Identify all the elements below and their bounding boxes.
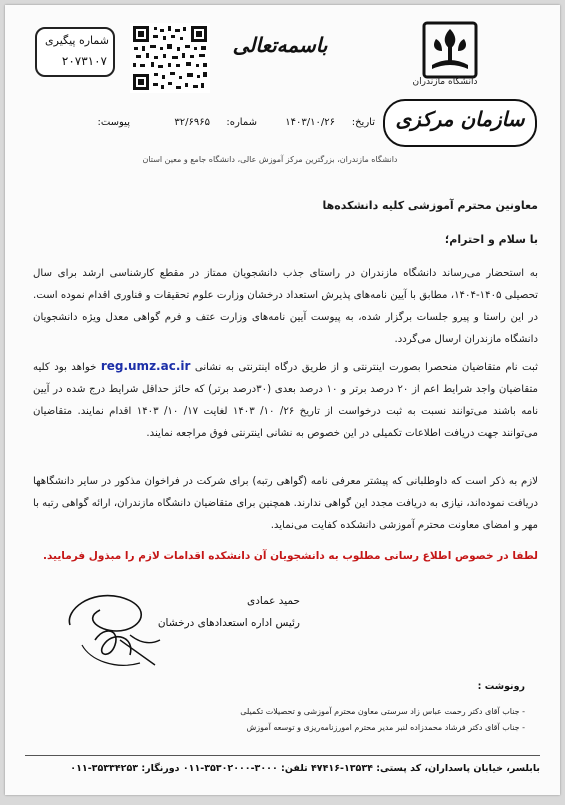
paragraph-1: به استحضار می‌رساند دانشگاه مازندران در راستای جذب دانشجویان ممتاز در مقطع کارشناسی ارشد برای سال تحصیلی ۱۴۰۵-۱۴۰۴، مطابق با آیین نامه‌های پذیرش استعداد درخشان وزارت علوم تحقیقات و فناوری اقدام نموده است. در این راستا و پیرو جلسات برگزار شده، به پیوست آیین نامه‌های وزارت عتف و فرم گواهی معدل ویژه دانشجویان دانشگاه مازندران ارسال می‌گردد. [33,268,538,345]
paragraph-2-lead: ثبت نام متقاضیان منحصرا بصورت اینترنتی و از طریق درگاه اینترنتی به نشانی [194,362,538,373]
university-name: دانشگاه مازندران [412,77,478,87]
paragraph-2-rest: خواهد بود کلیه متقاضیان واجد شرایط اعم از ۲۰ درصد برتر و ۱۰ درصد بعدی (۳۰درصد برتر) که حائز حداقل شرایط درج شده در آیین نامه باشند می‌توانند نسبت به ثبت درخواست از تاریخ ۲۶/ ۱۰/ ۱۴۰۳ لغایت ۱۷/ ۱۰/ ۱۴۰۳ اقدام نمایند. متقاضیان می‌توانند جهت دریافت اطلاعات تکمیلی در این خصوص به نشانی اینترنتی فوق مراجعه نمایند. [33,362,539,439]
request-line: لطفا در خصوص اطلاع رسانی مطلوب به دانشجویان آن دانشکده اقدامات لازم را مبذول فرمایید. [43,550,538,562]
signatory-name: حمید عمادی [246,595,300,607]
number-label: شماره: [226,117,257,128]
recipient: معاونین محترم آموزشی کلیه دانشکده‌ها [322,199,538,212]
tracking-box [35,27,115,77]
cc-item: - جناب آقای دکتر رحمت عباس زاد سرستی معاون محترم آموزشی و تحصیلات تکمیلی [240,707,525,716]
date-label: تاریخ: [351,117,375,128]
date-value: ۱۴۰۳/۱۰/۲۶ [285,117,335,128]
qr-code-icon [130,23,210,93]
footer-divider [25,755,540,756]
organization-name: سازمان مرکزی [395,107,525,131]
paragraph-2 [33,355,538,445]
paragraph-3: لازم به ذکر است که داوطلبانی که پیشتر معرفی نامه (گواهی رتبه) برای شرکت در فراخوان مذکور در سایر دانشگاهها دریافت نموده‌اند، نیازی به دریافت مجدد این گواهی ندارند. همچنین برای متقاضیان دانشگاه مازندران، ارائه گواهی رتبه با مهر و امضای معاونت محترم آموزشی دانشکده کفایت می‌نماید. [32,476,538,531]
footer-address: بابلسر، خیابان پاسداران، کد پستی: ۱۳۵۳۴-۴۷۴۱۶ تلفن: ۳۰۰۰-۳۵۳۰۲۰۰۰-۰۱۱ دورنگار: ۳۵۳۳۴۲۵۳-۰۱۱ [70,763,540,774]
tracking-label: شماره پیگیری [45,34,109,47]
number-value: ۳۲/۶۹۶۵ [174,117,210,128]
cc-item: - جناب آقای دکتر فرشاد محمدزاده لنبر مدیر محترم امورزنامه‌ریزی و توسعه آموزش [246,723,525,732]
letter-meta [25,117,375,135]
letter-page [5,5,560,795]
tracking-number: ۲۰۷۳۱۰۷ [61,54,107,68]
attachment-label: پیوست: [97,117,130,128]
handwritten-signature [60,585,190,675]
organization-frame [383,99,537,147]
registration-link[interactable]: reg.umz.ac.ir [100,359,191,373]
signatory-title: رئیس اداره استعدادهای درخشان [157,617,300,629]
basmala: باسمه‌تعالی [232,33,328,57]
cc-label: رونوشت : [477,681,525,692]
greeting: با سلام و احترام؛ [444,233,538,246]
university-logo-icon [420,21,480,79]
tagline: دانشگاه مازندران، بزرگترین مرکز آموزش عالی، دانشگاه جامع و معین استان [142,155,398,164]
